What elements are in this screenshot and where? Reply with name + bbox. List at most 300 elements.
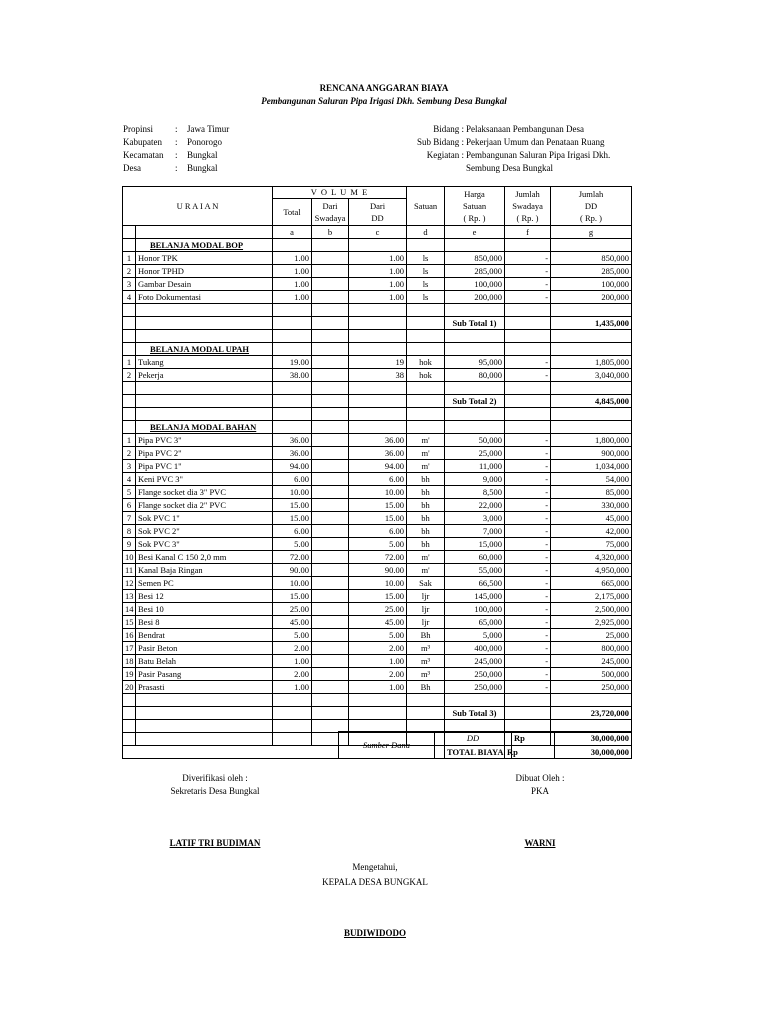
sign-right-name: WARNI [524, 838, 556, 848]
empty-cell [445, 304, 505, 317]
item-dd-volume: 36.00 [349, 447, 407, 460]
item-price: 100,000 [445, 603, 505, 616]
table-row [123, 525, 632, 538]
item-price: 250,000 [445, 668, 505, 681]
item-amount: 85,000 [551, 486, 632, 499]
info-label: Kecamatan [123, 150, 164, 160]
spacer-row [123, 304, 632, 317]
info-right-value: Pekerjaan Umum dan Penataan Ruang [466, 137, 605, 147]
item-unit: Sak [407, 577, 445, 590]
sign-center-role-2: KEPALA DESA BUNGKAL [322, 877, 428, 887]
item-swadaya-amount: - [505, 538, 551, 551]
item-no: 8 [123, 525, 136, 538]
empty-cell [136, 408, 273, 421]
item-price: 11,000 [445, 460, 505, 473]
spacer-row [123, 694, 632, 707]
empty-cell [349, 707, 407, 720]
section-title-row [123, 239, 632, 252]
empty-cell [551, 694, 632, 707]
info-value: Ponorogo [187, 137, 223, 147]
item-no: 3 [123, 460, 136, 473]
item-no: 4 [123, 473, 136, 486]
empty-cell [273, 395, 312, 408]
empty-cell [407, 707, 445, 720]
header-jumlah-dd [551, 187, 632, 226]
item-total: 15.00 [273, 512, 312, 525]
header-jd-line: DD [584, 201, 598, 211]
item-total: 6.00 [273, 473, 312, 486]
item-no: 6 [123, 499, 136, 512]
item-total: 5.00 [273, 629, 312, 642]
item-unit: bh [407, 512, 445, 525]
item-no: 4 [123, 291, 136, 304]
item-no: 3 [123, 278, 136, 291]
sign-center-name: BUDIWIDODO [343, 928, 406, 938]
item-swadaya-amount: - [505, 252, 551, 265]
empty-cell [551, 304, 632, 317]
item-swadaya-volume [312, 473, 349, 486]
item-price: 50,000 [445, 434, 505, 447]
empty-cell [136, 720, 273, 733]
letter-cell: e [445, 226, 505, 239]
item-dd-volume: 15.00 [349, 590, 407, 603]
item-swadaya-volume [312, 265, 349, 278]
item-unit: m³ [407, 668, 445, 681]
empty-cell [349, 343, 407, 356]
item-name: Besi 10 [136, 603, 273, 616]
item-dd-volume: 10.00 [349, 486, 407, 499]
empty-cell [136, 382, 273, 395]
item-amount: 1,805,000 [551, 356, 632, 369]
item-total: 94.00 [273, 460, 312, 473]
item-swadaya-amount: - [505, 486, 551, 499]
item-swadaya-amount: - [505, 603, 551, 616]
item-name: Besi 8 [136, 616, 273, 629]
empty-cell [445, 330, 505, 343]
empty-cell [445, 421, 505, 434]
item-name: Pipa PVC 1" [136, 460, 273, 473]
table-row [123, 642, 632, 655]
empty-cell [551, 239, 632, 252]
empty-cell [273, 239, 312, 252]
item-name: Pipa PVC 2" [136, 447, 273, 460]
item-dd-volume: 1.00 [349, 278, 407, 291]
item-swadaya-amount: - [505, 590, 551, 603]
item-total: 1.00 [273, 291, 312, 304]
info-right-label: Bidang : [433, 124, 464, 134]
item-amount: 285,000 [551, 265, 632, 278]
empty-cell [445, 382, 505, 395]
table-row [123, 577, 632, 590]
empty-cell [505, 239, 551, 252]
header-row [123, 187, 632, 199]
item-no: 9 [123, 538, 136, 551]
item-swadaya-volume [312, 616, 349, 629]
empty-cell [123, 421, 136, 434]
header-dari-swadaya [312, 199, 349, 226]
item-name: Pasir Pasang [136, 668, 273, 681]
empty-cell [273, 694, 312, 707]
item-dd-volume: 15.00 [349, 512, 407, 525]
empty-cell [312, 317, 349, 330]
item-swadaya-volume [312, 668, 349, 681]
item-name: Flange socket dia 2" PVC [136, 499, 273, 512]
item-swadaya-amount: - [505, 525, 551, 538]
item-swadaya-volume [312, 356, 349, 369]
item-name: Bendrat [136, 629, 273, 642]
table-row [123, 668, 632, 681]
empty-cell [136, 395, 273, 408]
item-price: 7,000 [445, 525, 505, 538]
header-satuan: Satuan [407, 187, 445, 226]
item-unit: bh [407, 486, 445, 499]
document-title: RENCANA ANGGARAN BIAYA [319, 83, 449, 93]
empty-cell [273, 408, 312, 421]
item-amount: 800,000 [551, 642, 632, 655]
subtotal-row [123, 395, 632, 408]
subtotal-label: Sub Total 3) [445, 707, 505, 720]
item-no: 5 [123, 486, 136, 499]
empty-cell [551, 343, 632, 356]
item-price: 95,000 [445, 356, 505, 369]
sign-left-name: LATIF TRI BUDIMAN [169, 838, 261, 848]
header-js-line: Swadaya [512, 201, 543, 211]
item-price: 245,000 [445, 655, 505, 668]
item-swadaya-volume [312, 681, 349, 694]
item-dd-volume: 25.00 [349, 603, 407, 616]
empty-cell [273, 343, 312, 356]
empty-cell [505, 707, 551, 720]
sumber-label: Sumber Dana [339, 732, 435, 759]
item-unit: ljr [407, 603, 445, 616]
item-swadaya-volume [312, 369, 349, 382]
letter-cell: a [273, 226, 312, 239]
header-ds-line: Dari [322, 201, 338, 211]
header-jd-line: Jumlah [578, 189, 604, 199]
item-swadaya-volume [312, 512, 349, 525]
item-unit: Bh [407, 681, 445, 694]
item-amount: 900,000 [551, 447, 632, 460]
item-amount: 4,950,000 [551, 564, 632, 577]
item-unit: bh [407, 538, 445, 551]
item-dd-volume: 2.00 [349, 668, 407, 681]
empty-cell [312, 408, 349, 421]
item-unit: hok [407, 356, 445, 369]
info-label: Kabupaten [123, 137, 162, 147]
item-price: 200,000 [445, 291, 505, 304]
empty-cell [349, 239, 407, 252]
empty-cell [551, 382, 632, 395]
empty-cell [136, 694, 273, 707]
item-unit: ljr [407, 590, 445, 603]
item-no: 1 [123, 434, 136, 447]
header-js-line: Jumlah [515, 189, 540, 199]
table-row [123, 473, 632, 486]
item-dd-volume: 36.00 [349, 434, 407, 447]
header-total: Total [273, 199, 312, 226]
empty-cell [445, 408, 505, 421]
item-unit: ljr [407, 616, 445, 629]
info-value: Bungkal [187, 150, 218, 160]
empty-cell [273, 330, 312, 343]
empty-cell [123, 720, 136, 733]
item-swadaya-amount: - [505, 512, 551, 525]
item-no: 13 [123, 590, 136, 603]
item-swadaya-volume [312, 629, 349, 642]
table-row [123, 486, 632, 499]
item-unit: bh [407, 499, 445, 512]
item-dd-volume: 1.00 [349, 252, 407, 265]
sumber-dd: DD [435, 732, 512, 746]
table-row [123, 434, 632, 447]
empty-cell [445, 694, 505, 707]
item-name: Flange socket dia 3" PVC [136, 486, 273, 499]
info-label: Propinsi [123, 124, 154, 134]
empty-cell [349, 382, 407, 395]
item-total: 15.00 [273, 590, 312, 603]
letter-cell: f [505, 226, 551, 239]
sumber-dana-table [338, 731, 632, 759]
empty-cell [123, 408, 136, 421]
item-unit: m³ [407, 642, 445, 655]
item-name: Foto Dokumentasi [136, 291, 273, 304]
header-harga [445, 187, 505, 226]
item-unit: m' [407, 551, 445, 564]
empty-cell [445, 343, 505, 356]
item-amount: 665,000 [551, 577, 632, 590]
item-unit: m' [407, 447, 445, 460]
item-no: 19 [123, 668, 136, 681]
empty-cell [407, 382, 445, 395]
empty-cell [349, 395, 407, 408]
spacer-row [123, 382, 632, 395]
total-label: TOTAL BIAYA [445, 746, 505, 759]
empty-cell [407, 330, 445, 343]
item-total: 25.00 [273, 603, 312, 616]
item-swadaya-amount: - [505, 278, 551, 291]
info-sep: : [175, 163, 178, 173]
item-total: 1.00 [273, 278, 312, 291]
item-swadaya-amount: - [505, 629, 551, 642]
empty-cell [505, 382, 551, 395]
empty-cell [407, 239, 445, 252]
info-sep: : [175, 124, 178, 134]
item-total: 10.00 [273, 486, 312, 499]
table-row [123, 447, 632, 460]
item-dd-volume: 1.00 [349, 655, 407, 668]
letter-cell: b [312, 226, 349, 239]
spacer-row [123, 330, 632, 343]
table-row [123, 616, 632, 629]
item-name: Pasir Beton [136, 642, 273, 655]
table-row [123, 499, 632, 512]
subtotal-row [123, 317, 632, 330]
item-swadaya-amount: - [505, 356, 551, 369]
item-dd-volume: 72.00 [349, 551, 407, 564]
item-swadaya-volume [312, 642, 349, 655]
item-total: 45.00 [273, 616, 312, 629]
empty-cell [312, 382, 349, 395]
empty-cell [349, 304, 407, 317]
item-amount: 4,320,000 [551, 551, 632, 564]
item-price: 285,000 [445, 265, 505, 278]
empty-cell [273, 707, 312, 720]
item-price: 850,000 [445, 252, 505, 265]
document-subtitle: Pembangunan Saluran Pipa Irigasi Dkh. Sembung Desa Bungkal [261, 96, 507, 106]
item-dd-volume: 1.00 [349, 265, 407, 278]
item-price: 65,000 [445, 616, 505, 629]
item-amount: 25,000 [551, 629, 632, 642]
item-no: 11 [123, 564, 136, 577]
table-row [123, 252, 632, 265]
item-swadaya-volume [312, 655, 349, 668]
empty-cell [551, 408, 632, 421]
item-no: 1 [123, 252, 136, 265]
item-name: Semen PC [136, 577, 273, 590]
item-amount: 200,000 [551, 291, 632, 304]
table-row [123, 460, 632, 473]
header-dd-line: Dari [369, 201, 386, 211]
item-amount: 1,034,000 [551, 460, 632, 473]
item-total: 90.00 [273, 564, 312, 577]
info-right-label: Kegiatan : [426, 150, 464, 160]
item-name: Besi Kanal C 150 2,0 mm [136, 551, 273, 564]
item-price: 66,500 [445, 577, 505, 590]
budget-table [122, 186, 632, 759]
empty-cell [312, 304, 349, 317]
empty-cell [407, 395, 445, 408]
item-amount: 45,000 [551, 512, 632, 525]
empty-cell [123, 694, 136, 707]
letter-cell: g [551, 226, 632, 239]
item-dd-volume: 1.00 [349, 291, 407, 304]
item-dd-volume: 5.00 [349, 629, 407, 642]
item-price: 25,000 [445, 447, 505, 460]
item-name: Pekerja [136, 369, 273, 382]
item-swadaya-volume [312, 447, 349, 460]
item-total: 6.00 [273, 525, 312, 538]
item-total: 36.00 [273, 447, 312, 460]
item-amount: 2,925,000 [551, 616, 632, 629]
info-value: Bungkal [187, 163, 218, 173]
item-swadaya-amount: - [505, 434, 551, 447]
empty-cell [136, 330, 273, 343]
item-price: 3,000 [445, 512, 505, 525]
item-price: 80,000 [445, 369, 505, 382]
item-amount: 500,000 [551, 668, 632, 681]
item-dd-volume: 6.00 [349, 473, 407, 486]
item-no: 12 [123, 577, 136, 590]
section-title: BELANJA MODAL BOP [136, 239, 273, 252]
item-swadaya-amount: - [505, 681, 551, 694]
total-value: 30,000,000 [551, 746, 632, 759]
sign-left-role: Diverifikasi oleh : [182, 773, 248, 783]
item-total: 1.00 [273, 655, 312, 668]
item-amount: 42,000 [551, 525, 632, 538]
info-label: Desa [123, 163, 141, 173]
header-harga-line: ( Rp. ) [463, 213, 486, 223]
empty-cell [273, 720, 312, 733]
item-dd-volume: 5.00 [349, 538, 407, 551]
item-no: 1 [123, 356, 136, 369]
item-name: Batu Belah [136, 655, 273, 668]
empty-cell [349, 408, 407, 421]
item-amount: 2,175,000 [551, 590, 632, 603]
section-title-row [123, 343, 632, 356]
item-no: 20 [123, 681, 136, 694]
empty-cell [123, 395, 136, 408]
item-swadaya-volume [312, 252, 349, 265]
info-right-label: Sub Bidang : [416, 137, 464, 147]
item-amount: 330,000 [551, 499, 632, 512]
item-amount: 245,000 [551, 655, 632, 668]
empty-cell [312, 395, 349, 408]
item-unit: m' [407, 434, 445, 447]
item-name: Sok PVC 2" [136, 525, 273, 538]
item-no: 10 [123, 551, 136, 564]
empty-cell [445, 239, 505, 252]
item-unit: ls [407, 252, 445, 265]
item-dd-volume: 15.00 [349, 499, 407, 512]
item-swadaya-amount: - [505, 642, 551, 655]
table-row [123, 590, 632, 603]
item-price: 60,000 [445, 551, 505, 564]
header-jd-line: ( Rp. ) [580, 213, 603, 223]
table-row [123, 265, 632, 278]
info-right-value: Sembung Desa Bungkal [466, 163, 553, 173]
sign-left-role-2: Sekretaris Desa Bungkal [170, 786, 260, 796]
empty-cell [273, 421, 312, 434]
empty-cell [505, 330, 551, 343]
header-harga-line: Harga [464, 189, 485, 199]
item-total: 72.00 [273, 551, 312, 564]
empty-cell [349, 694, 407, 707]
table-row [123, 681, 632, 694]
subtotal-value: 23,720,000 [551, 707, 632, 720]
item-dd-volume: 45.00 [349, 616, 407, 629]
item-total: 2.00 [273, 642, 312, 655]
item-unit: ls [407, 278, 445, 291]
header-dd-line: DD [371, 213, 384, 223]
table-row [123, 564, 632, 577]
empty-cell [551, 330, 632, 343]
item-unit: ls [407, 265, 445, 278]
item-swadaya-amount: - [505, 616, 551, 629]
empty-cell [136, 304, 273, 317]
item-dd-volume: 38 [349, 369, 407, 382]
item-name: Besi 12 [136, 590, 273, 603]
item-swadaya-amount: - [505, 291, 551, 304]
item-no: 7 [123, 512, 136, 525]
sumber-rp: Rp [512, 732, 555, 746]
empty-cell [312, 343, 349, 356]
header-harga-line: Satuan [462, 201, 487, 211]
item-swadaya-volume [312, 577, 349, 590]
item-amount: 3,040,000 [551, 369, 632, 382]
item-swadaya-amount: - [505, 460, 551, 473]
section-title-row [123, 421, 632, 434]
table-row [123, 291, 632, 304]
subtotal-label: Sub Total 2) [445, 395, 505, 408]
item-swadaya-volume [312, 603, 349, 616]
item-unit: m' [407, 564, 445, 577]
item-dd-volume: 2.00 [349, 642, 407, 655]
item-swadaya-volume [312, 434, 349, 447]
empty-cell [273, 317, 312, 330]
header-volume: V O L U M E [273, 187, 407, 199]
empty-cell [312, 330, 349, 343]
section-title: BELANJA MODAL UPAH [136, 343, 273, 356]
